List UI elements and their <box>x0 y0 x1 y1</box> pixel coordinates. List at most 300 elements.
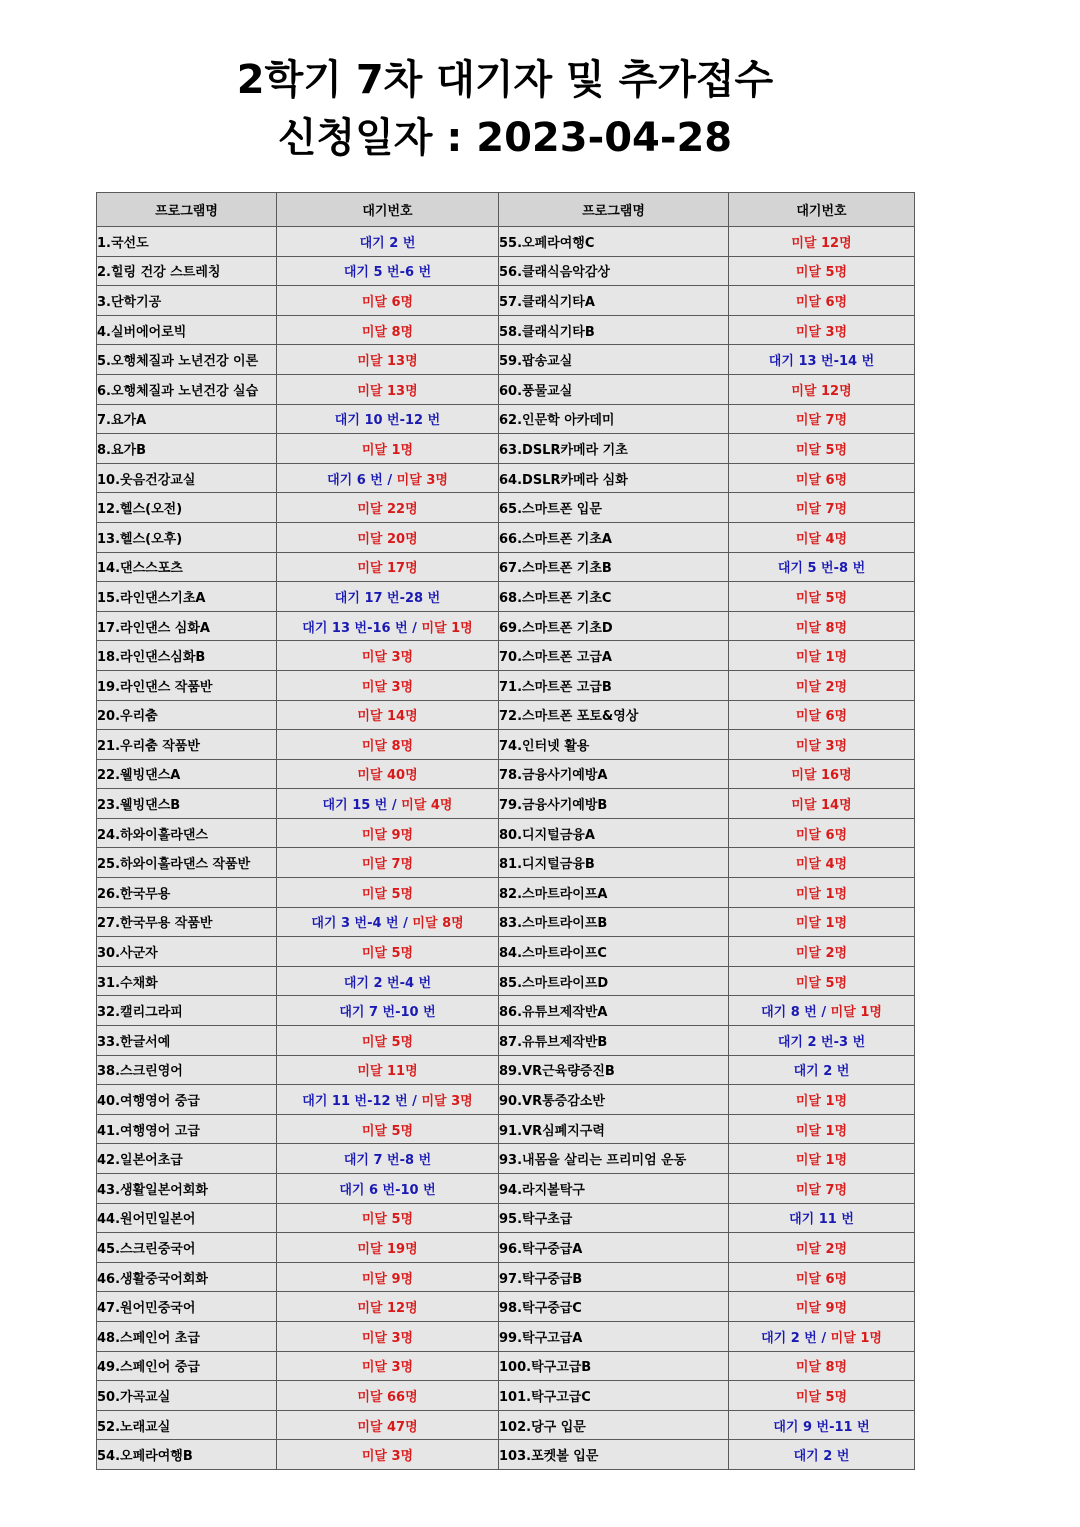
table-row <box>97 227 915 257</box>
waiting-status-left <box>277 286 499 316</box>
shortfall-count: 미달 6명 <box>795 1271 848 1287</box>
shortfall-count: 미달 3명 <box>361 1449 414 1465</box>
program-name-right: 100.탁구고급B <box>499 1351 729 1381</box>
waiting-number: 대기 9 번-11 번 <box>773 1419 870 1435</box>
waiting-status-right <box>729 848 915 878</box>
program-name-right: 58.클래식기타B <box>499 315 729 345</box>
shortfall-count: 미달 7명 <box>795 502 848 518</box>
waiting-number: 대기 7 번-10 번 <box>339 1005 436 1021</box>
waiting-status-left <box>277 700 499 730</box>
program-name-right: 80.디지털금융A <box>499 818 729 848</box>
waiting-number: 대기 6 번 <box>327 472 383 488</box>
shortfall-count: 미달 19명 <box>357 1241 418 1257</box>
table-row <box>97 818 915 848</box>
waiting-status-right <box>729 286 915 316</box>
status-separator: / <box>382 472 397 488</box>
waiting-status-left <box>277 1381 499 1411</box>
header-program-name-left: 프로그램명 <box>97 193 277 227</box>
program-name-left: 2.힐링 건강 스트레칭 <box>97 256 277 286</box>
table-row <box>97 996 915 1026</box>
program-name-left: 13.헬스(오후) <box>97 522 277 552</box>
waiting-status-right <box>729 611 915 641</box>
shortfall-count: 미달 13명 <box>357 354 418 370</box>
waiting-status-left <box>277 1026 499 1056</box>
waiting-status-right <box>729 789 915 819</box>
shortfall-count: 미달 5명 <box>361 886 414 902</box>
program-name-left: 15.라인댄스기초A <box>97 582 277 612</box>
shortfall-count: 미달 8명 <box>412 916 464 932</box>
program-name-right: 90.VR통증감소반 <box>499 1085 729 1115</box>
shortfall-count: 미달 2명 <box>795 1241 848 1257</box>
table-row <box>97 937 915 967</box>
shortfall-count: 미달 5명 <box>795 1389 848 1405</box>
waiting-status-left <box>277 256 499 286</box>
program-name-right: 91.VR심폐지구력 <box>499 1114 729 1144</box>
shortfall-count: 미달 8명 <box>795 620 848 636</box>
table-row <box>97 434 915 464</box>
shortfall-count: 미달 1명 <box>795 1153 848 1169</box>
waiting-status-left <box>277 878 499 908</box>
waiting-number: 대기 5 번-8 번 <box>777 561 866 577</box>
waiting-status-left <box>277 552 499 582</box>
waiting-status-left <box>277 345 499 375</box>
program-name-left: 26.한국무용 <box>97 878 277 908</box>
shortfall-count: 미달 47명 <box>357 1419 418 1435</box>
waiting-status-right <box>729 1174 915 1204</box>
status-separator: / <box>398 916 413 932</box>
waiting-number: 대기 8 번 <box>761 1005 817 1021</box>
waiting-status-right <box>729 1203 915 1233</box>
waiting-status-left <box>277 611 499 641</box>
program-name-left: 27.한국무용 작품반 <box>97 907 277 937</box>
waiting-number: 대기 10 번-12 번 <box>334 413 441 429</box>
waiting-status-left <box>277 789 499 819</box>
application-date: 신청일자 : 2023-04-28 <box>277 115 733 161</box>
waiting-status-right <box>729 1440 915 1470</box>
shortfall-count: 미달 2명 <box>795 679 848 695</box>
table-row <box>97 759 915 789</box>
waiting-status-left <box>277 404 499 434</box>
shortfall-count: 미달 17명 <box>357 561 418 577</box>
program-name-left: 7.요가A <box>97 404 277 434</box>
waiting-status-right <box>729 1410 915 1440</box>
table-row <box>97 1026 915 1056</box>
shortfall-count: 미달 20명 <box>357 531 418 547</box>
program-name-right: 64.DSLR카메라 심화 <box>499 463 729 493</box>
header-waiting-number-left: 대기번호 <box>277 193 499 227</box>
waiting-status-right <box>729 996 915 1026</box>
program-name-left: 52.노래교실 <box>97 1410 277 1440</box>
waiting-status-right <box>729 374 915 404</box>
shortfall-count: 미달 8명 <box>795 1360 848 1376</box>
shortfall-count: 미달 40명 <box>357 768 418 784</box>
table-row <box>97 1055 915 1085</box>
waiting-status-right <box>729 1085 915 1115</box>
table-row <box>97 1262 915 1292</box>
shortfall-count: 미달 5명 <box>795 590 848 606</box>
table-row <box>97 582 915 612</box>
shortfall-count: 미달 12명 <box>357 1301 418 1317</box>
shortfall-count: 미달 3명 <box>396 472 448 488</box>
waiting-status-left <box>277 463 499 493</box>
waiting-status-left <box>277 1114 499 1144</box>
shortfall-count: 미달 3명 <box>361 1330 414 1346</box>
waiting-status-left <box>277 937 499 967</box>
waiting-number: 대기 2 번 <box>761 1330 817 1346</box>
header-program-name-right: 프로그램명 <box>499 193 729 227</box>
shortfall-count: 미달 2명 <box>795 946 848 962</box>
shortfall-count: 미달 3명 <box>795 738 848 754</box>
table-row <box>97 789 915 819</box>
program-name-left: 31.수채화 <box>97 966 277 996</box>
table-row <box>97 1410 915 1440</box>
waiting-status-left <box>277 1174 499 1204</box>
shortfall-count: 미달 1명 <box>795 1094 848 1110</box>
shortfall-count: 미달 4명 <box>401 798 453 814</box>
shortfall-count: 미달 5명 <box>795 442 848 458</box>
shortfall-count: 미달 3명 <box>421 1094 473 1110</box>
program-name-left: 19.라인댄스 작품반 <box>97 670 277 700</box>
waiting-status-right <box>729 434 915 464</box>
table-row <box>97 907 915 937</box>
waiting-status-right <box>729 315 915 345</box>
shortfall-count: 미달 4명 <box>795 857 848 873</box>
table-row <box>97 700 915 730</box>
waiting-status-left <box>277 374 499 404</box>
waiting-status-right <box>729 227 915 257</box>
waiting-status-right <box>729 937 915 967</box>
program-name-right: 78.금융사기예방A <box>499 759 729 789</box>
program-name-right: 70.스마트폰 고급A <box>499 641 729 671</box>
program-name-left: 4.실버에어로빅 <box>97 315 277 345</box>
program-name-right: 68.스마트폰 기초C <box>499 582 729 612</box>
shortfall-count: 미달 66명 <box>357 1389 418 1405</box>
table-header-row <box>97 193 915 227</box>
program-name-left: 54.오페라여행B <box>97 1440 277 1470</box>
waiting-status-right <box>729 700 915 730</box>
waiting-status-right <box>729 1351 915 1381</box>
program-name-left: 10.웃음건강교실 <box>97 463 277 493</box>
program-name-right: 85.스마트라이프D <box>499 966 729 996</box>
program-name-right: 67.스마트폰 기초B <box>499 552 729 582</box>
waiting-status-left <box>277 1410 499 1440</box>
waiting-status-right <box>729 907 915 937</box>
shortfall-count: 미달 14명 <box>357 709 418 725</box>
waiting-status-right <box>729 522 915 552</box>
waiting-status-right <box>729 670 915 700</box>
waiting-status-right <box>729 759 915 789</box>
waiting-status-right <box>729 463 915 493</box>
program-name-right: 55.오페라여행C <box>499 227 729 257</box>
waiting-status-left <box>277 1055 499 1085</box>
waiting-status-right <box>729 1292 915 1322</box>
program-name-left: 18.라인댄스심화B <box>97 641 277 671</box>
program-name-left: 8.요가B <box>97 434 277 464</box>
shortfall-count: 미달 7명 <box>795 1182 848 1198</box>
program-name-left: 38.스크린영어 <box>97 1055 277 1085</box>
table-row <box>97 1233 915 1263</box>
program-name-right: 87.유튜브제작반B <box>499 1026 729 1056</box>
program-name-left: 46.생활중국어회화 <box>97 1262 277 1292</box>
shortfall-count: 미달 6명 <box>361 294 414 310</box>
program-name-right: 93.내몸을 살리는 프리미엄 운동 <box>499 1144 729 1174</box>
status-separator: / <box>407 1094 422 1110</box>
table-row <box>97 1203 915 1233</box>
shortfall-count: 미달 5명 <box>361 1212 414 1228</box>
table-row <box>97 641 915 671</box>
program-name-left: 22.웰빙댄스A <box>97 759 277 789</box>
table-row <box>97 848 915 878</box>
table-row <box>97 522 915 552</box>
waiting-status-right <box>729 1055 915 1085</box>
program-name-right: 71.스마트폰 고급B <box>499 670 729 700</box>
table-row <box>97 286 915 316</box>
table-row <box>97 1292 915 1322</box>
program-name-right: 86.유튜브제작반A <box>499 996 729 1026</box>
shortfall-count: 미달 4명 <box>795 531 848 547</box>
program-name-right: 60.풍물교실 <box>499 374 729 404</box>
table-row <box>97 374 915 404</box>
shortfall-count: 미달 8명 <box>361 324 414 340</box>
shortfall-count: 미달 5명 <box>361 1034 414 1050</box>
program-name-right: 97.탁구중급B <box>499 1262 729 1292</box>
table-row <box>97 1321 915 1351</box>
waiting-status-left <box>277 1233 499 1263</box>
program-name-right: 79.금융사기예방B <box>499 789 729 819</box>
program-name-left: 6.오행체질과 노년건강 실습 <box>97 374 277 404</box>
table-row <box>97 730 915 760</box>
program-name-right: 69.스마트폰 기초D <box>499 611 729 641</box>
waiting-status-left <box>277 759 499 789</box>
program-name-left: 23.웰빙댄스B <box>97 789 277 819</box>
waiting-status-right <box>729 345 915 375</box>
shortfall-count: 미달 1명 <box>830 1330 882 1346</box>
shortfall-count: 미달 1명 <box>795 916 848 932</box>
waiting-status-left <box>277 1321 499 1351</box>
table-row <box>97 670 915 700</box>
shortfall-count: 미달 6명 <box>795 709 848 725</box>
shortfall-count: 미달 6명 <box>795 827 848 843</box>
waiting-status-right <box>729 1381 915 1411</box>
program-name-left: 17.라인댄스 심화A <box>97 611 277 641</box>
program-name-right: 84.스마트라이프C <box>499 937 729 967</box>
waiting-status-left <box>277 1085 499 1115</box>
program-name-right: 74.인터넷 활용 <box>499 730 729 760</box>
waiting-status-left <box>277 227 499 257</box>
shortfall-count: 미달 5명 <box>361 1123 414 1139</box>
program-name-left: 48.스페인어 초급 <box>97 1321 277 1351</box>
shortfall-count: 미달 1명 <box>795 1123 848 1139</box>
waiting-status-right <box>729 552 915 582</box>
program-name-right: 99.탁구고급A <box>499 1321 729 1351</box>
program-name-left: 1.국선도 <box>97 227 277 257</box>
waiting-number: 대기 3 번-4 번 <box>311 916 399 932</box>
waiting-status-left <box>277 1203 499 1233</box>
shortfall-count: 미달 6명 <box>795 294 848 310</box>
waiting-status-left <box>277 996 499 1026</box>
program-name-left: 12.헬스(오전) <box>97 493 277 523</box>
program-name-left: 30.사군자 <box>97 937 277 967</box>
shortfall-count: 미달 9명 <box>795 1301 848 1317</box>
program-name-left: 21.우리춤 작품반 <box>97 730 277 760</box>
program-name-right: 57.클래식기타A <box>499 286 729 316</box>
waiting-status-left <box>277 730 499 760</box>
program-name-right: 81.디지털금융B <box>499 848 729 878</box>
table-row <box>97 1381 915 1411</box>
waiting-number: 대기 2 번 <box>793 1064 850 1080</box>
waiting-status-left <box>277 315 499 345</box>
waiting-status-right <box>729 1144 915 1174</box>
table-row <box>97 463 915 493</box>
shortfall-count: 미달 7명 <box>795 413 848 429</box>
program-name-right: 96.탁구중급A <box>499 1233 729 1263</box>
waiting-status-right <box>729 878 915 908</box>
table-row <box>97 1114 915 1144</box>
waiting-status-right <box>729 256 915 286</box>
waiting-status-right <box>729 404 915 434</box>
table-row <box>97 1440 915 1470</box>
program-name-right: 72.스마트폰 포토&영상 <box>499 700 729 730</box>
program-name-left: 41.여행영어 고급 <box>97 1114 277 1144</box>
program-name-right: 56.클래식음악감상 <box>499 256 729 286</box>
waiting-status-left <box>277 1440 499 1470</box>
shortfall-count: 미달 1명 <box>361 442 414 458</box>
program-name-right: 89.VR근육량증진B <box>499 1055 729 1085</box>
waiting-status-left <box>277 848 499 878</box>
shortfall-count: 미달 9명 <box>361 1271 414 1287</box>
waiting-status-right <box>729 641 915 671</box>
waiting-number: 대기 13 번-14 번 <box>768 354 875 370</box>
waiting-status-right <box>729 966 915 996</box>
waiting-status-right <box>729 1233 915 1263</box>
program-name-right: 66.스마트폰 기초A <box>499 522 729 552</box>
table-row <box>97 1085 915 1115</box>
waiting-number: 대기 15 번 <box>322 798 388 814</box>
program-name-left: 25.하와이훌라댄스 작품반 <box>97 848 277 878</box>
waiting-status-left <box>277 670 499 700</box>
shortfall-count: 미달 8명 <box>361 738 414 754</box>
waiting-status-left <box>277 1262 499 1292</box>
shortfall-count: 미달 16명 <box>791 768 852 784</box>
waiting-status-right <box>729 582 915 612</box>
shortfall-count: 미달 7명 <box>361 857 414 873</box>
program-name-left: 24.하와이훌라댄스 <box>97 818 277 848</box>
shortfall-count: 미달 11명 <box>357 1064 418 1080</box>
table-row <box>97 256 915 286</box>
shortfall-count: 미달 1명 <box>795 650 848 666</box>
page-title: 2학기 7차 대기자 및 추가접수 <box>236 57 774 103</box>
program-name-right: 65.스마트폰 입문 <box>499 493 729 523</box>
waiting-status-right <box>729 1114 915 1144</box>
program-name-left: 47.원어민중국어 <box>97 1292 277 1322</box>
shortfall-count: 미달 3명 <box>361 650 414 666</box>
waiting-status-left <box>277 582 499 612</box>
program-name-right: 94.라지볼탁구 <box>499 1174 729 1204</box>
shortfall-count: 미달 9명 <box>361 827 414 843</box>
program-name-left: 40.여행영어 중급 <box>97 1085 277 1115</box>
waiting-number: 대기 7 번-8 번 <box>343 1153 432 1169</box>
program-name-right: 63.DSLR카메라 기초 <box>499 434 729 464</box>
program-name-right: 82.스마트라이프A <box>499 878 729 908</box>
table-row <box>97 611 915 641</box>
waiting-status-left <box>277 1292 499 1322</box>
table-row <box>97 878 915 908</box>
waiting-status-left <box>277 1144 499 1174</box>
program-name-left: 43.생활일본어회화 <box>97 1174 277 1204</box>
program-name-right: 101.탁구고급C <box>499 1381 729 1411</box>
waiting-number: 대기 11 번 <box>789 1212 854 1228</box>
waiting-status-left <box>277 522 499 552</box>
waiting-status-left <box>277 907 499 937</box>
shortfall-count: 미달 3명 <box>361 679 414 695</box>
waiting-number: 대기 11 번-12 번 <box>302 1094 408 1110</box>
program-name-left: 32.캘리그라피 <box>97 996 277 1026</box>
program-name-right: 98.탁구중급C <box>499 1292 729 1322</box>
program-name-left: 14.댄스스포츠 <box>97 552 277 582</box>
waiting-status-left <box>277 966 499 996</box>
status-separator: / <box>387 798 402 814</box>
waiting-number: 대기 6 번-10 번 <box>339 1182 436 1198</box>
waiting-status-right <box>729 1321 915 1351</box>
shortfall-count: 미달 1명 <box>421 620 473 636</box>
program-name-left: 5.오행체질과 노년건강 이론 <box>97 345 277 375</box>
status-separator: / <box>816 1005 831 1021</box>
table-row <box>97 552 915 582</box>
shortfall-count: 미달 12명 <box>791 235 852 251</box>
table-row <box>97 966 915 996</box>
waiting-number: 대기 2 번 <box>359 235 416 251</box>
shortfall-count: 미달 1명 <box>795 886 848 902</box>
program-name-right: 62.인문학 아카데미 <box>499 404 729 434</box>
waiting-status-left <box>277 434 499 464</box>
shortfall-count: 미달 1명 <box>830 1005 882 1021</box>
program-name-left: 42.일본어초급 <box>97 1144 277 1174</box>
table-row <box>97 345 915 375</box>
waiting-number: 대기 5 번-6 번 <box>343 265 432 281</box>
table-row <box>97 404 915 434</box>
status-separator: / <box>816 1330 831 1346</box>
waiting-status-right <box>729 1026 915 1056</box>
waiting-number: 대기 2 번-3 번 <box>777 1034 866 1050</box>
waitlist-table <box>96 192 915 1470</box>
table-row <box>97 315 915 345</box>
program-name-left: 3.단학기공 <box>97 286 277 316</box>
shortfall-count: 미달 6명 <box>795 472 848 488</box>
waiting-status-left <box>277 1351 499 1381</box>
waiting-status-left <box>277 818 499 848</box>
program-name-right: 59.팝송교실 <box>499 345 729 375</box>
shortfall-count: 미달 13명 <box>357 383 418 399</box>
waiting-number: 대기 2 번-4 번 <box>343 975 432 991</box>
program-name-left: 50.가곡교실 <box>97 1381 277 1411</box>
shortfall-count: 미달 5명 <box>795 975 848 991</box>
status-separator: / <box>407 620 422 636</box>
shortfall-count: 미달 22명 <box>357 502 418 518</box>
program-name-left: 45.스크린중국어 <box>97 1233 277 1263</box>
table-row <box>97 1174 915 1204</box>
waiting-status-left <box>277 493 499 523</box>
table-row <box>97 493 915 523</box>
waiting-number: 대기 13 번-16 번 <box>302 620 408 636</box>
program-name-right: 95.탁구초급 <box>499 1203 729 1233</box>
shortfall-count: 미달 5명 <box>795 265 848 281</box>
program-name-left: 33.한글서예 <box>97 1026 277 1056</box>
shortfall-count: 미달 14명 <box>791 798 852 814</box>
table-row <box>97 1351 915 1381</box>
waiting-number: 대기 17 번-28 번 <box>334 590 441 606</box>
waiting-number: 대기 2 번 <box>793 1449 850 1465</box>
program-name-right: 102.당구 입문 <box>499 1410 729 1440</box>
